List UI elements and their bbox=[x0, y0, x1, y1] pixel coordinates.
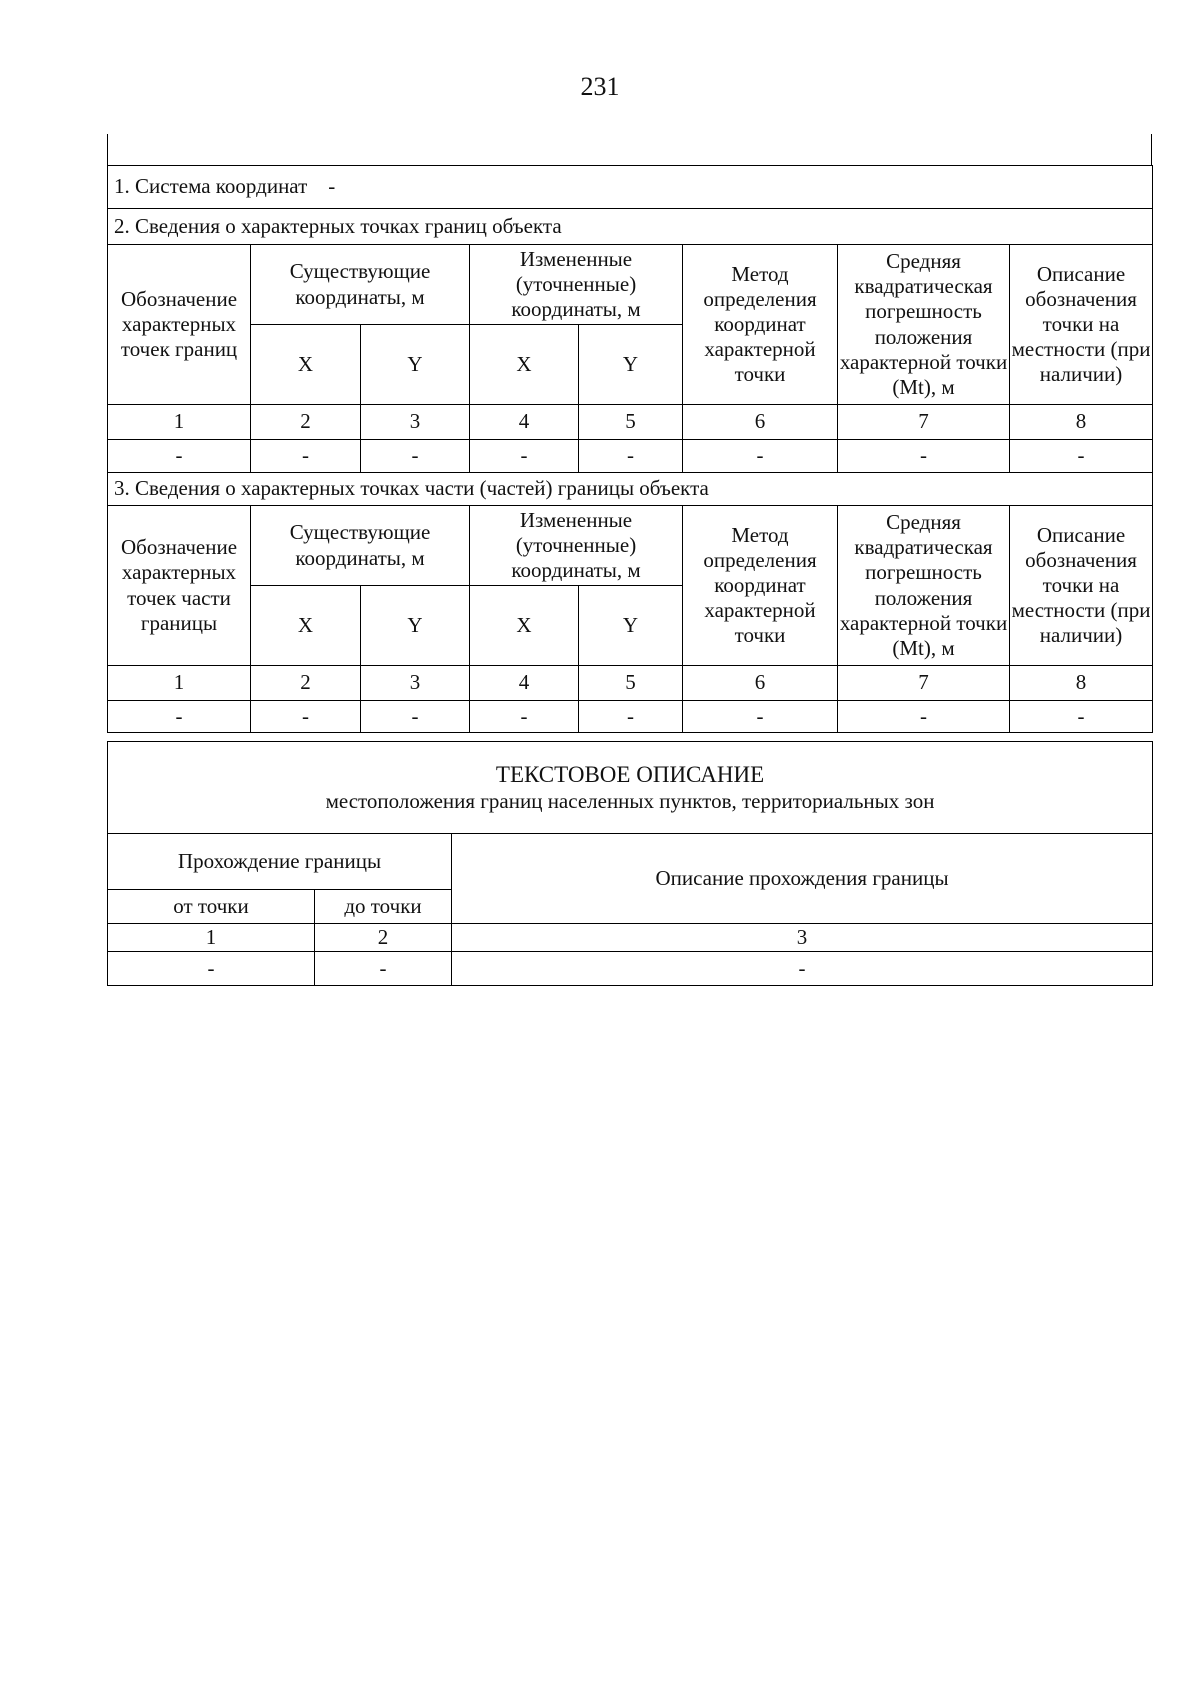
passage-from-header: от точки bbox=[108, 890, 315, 924]
table-cell: - bbox=[108, 701, 251, 733]
passage-col-number: 3 bbox=[452, 924, 1153, 952]
s3-header-changed-x: X bbox=[470, 586, 579, 666]
table-cell: - bbox=[108, 440, 251, 473]
table-cell: - bbox=[683, 440, 838, 473]
table-cell: - bbox=[838, 440, 1010, 473]
s2-col-number: 6 bbox=[683, 405, 838, 440]
s3-col-number: 4 bbox=[470, 666, 579, 701]
table-row bbox=[108, 701, 1153, 733]
table-row bbox=[108, 440, 1153, 473]
passage-to-header: до точки bbox=[315, 890, 452, 924]
s3-col-number: 7 bbox=[838, 666, 1010, 701]
s2-header-designation: Обозначение характерных точек границ bbox=[108, 245, 251, 405]
s2-col-number: 7 bbox=[838, 405, 1010, 440]
s2-col-number: 2 bbox=[251, 405, 361, 440]
table-cell: - bbox=[361, 701, 470, 733]
text-description-header bbox=[108, 742, 1153, 834]
s2-col-number: 1 bbox=[108, 405, 251, 440]
s3-col-number: 2 bbox=[251, 666, 361, 701]
s3-header-description: Описание обозначения точки на местности (при наличии) bbox=[1010, 506, 1153, 666]
s2-header-changed-y: Y bbox=[579, 325, 683, 405]
s2-header-method: Метод определения координат характерной точки bbox=[683, 245, 838, 405]
table-cell: - bbox=[361, 440, 470, 473]
table-cell: - bbox=[452, 952, 1153, 986]
s3-header-existing: Существующие координаты, м bbox=[251, 506, 470, 586]
s2-col-number: 8 bbox=[1010, 405, 1153, 440]
table-top-frame bbox=[107, 134, 1152, 165]
s2-col-number: 4 bbox=[470, 405, 579, 440]
text-description-table bbox=[107, 741, 1153, 986]
text-description-title: ТЕКСТОВОЕ ОПИСАНИЕ bbox=[495, 762, 765, 788]
coordinate-system-row bbox=[108, 166, 1153, 209]
section2-title: 2. Сведения о характерных точках границ объекта bbox=[108, 209, 1153, 245]
s3-col-number: 1 bbox=[108, 666, 251, 701]
table-cell: - bbox=[251, 701, 361, 733]
boundary-points-table bbox=[107, 165, 1153, 733]
passage-description-header: Описание прохождения границы bbox=[452, 834, 1153, 924]
text-description-subtitle: местоположения границ населенных пунктов, территориальных зон bbox=[325, 788, 935, 813]
table-cell: - bbox=[251, 440, 361, 473]
s3-col-number: 5 bbox=[579, 666, 683, 701]
s3-header-changed: Измененные (уточненные) координаты, м bbox=[470, 506, 683, 586]
table-cell: - bbox=[838, 701, 1010, 733]
table-cell: - bbox=[470, 701, 579, 733]
s2-header-existing-x: X bbox=[251, 325, 361, 405]
coordinate-system-label: 1. Система координат bbox=[114, 174, 308, 199]
s3-col-number: 6 bbox=[683, 666, 838, 701]
table-cell: - bbox=[1010, 440, 1153, 473]
s2-col-number: 3 bbox=[361, 405, 470, 440]
table-row bbox=[108, 952, 1153, 986]
s2-col-number: 5 bbox=[579, 405, 683, 440]
section3-title: 3. Сведения о характерных точках части (частей) границы объекта bbox=[108, 473, 1153, 506]
s3-header-error: Средняя квадратическая погрешность положения характерной точки (Mt), м bbox=[838, 506, 1010, 666]
passage-col-number: 2 bbox=[315, 924, 452, 952]
s3-col-number: 8 bbox=[1010, 666, 1153, 701]
table-cell: - bbox=[579, 440, 683, 473]
s3-header-method: Метод определения координат характерной точки bbox=[683, 506, 838, 666]
table-cell: - bbox=[683, 701, 838, 733]
s2-header-changed: Измененные (уточненные) координаты, м bbox=[470, 245, 683, 325]
s3-col-number: 3 bbox=[361, 666, 470, 701]
table-cell: - bbox=[315, 952, 452, 986]
s3-header-existing-y: Y bbox=[361, 586, 470, 666]
s2-header-error: Средняя квадратическая погрешность положения характерной точки (Mt), м bbox=[838, 245, 1010, 405]
coordinate-system-value: - bbox=[328, 174, 336, 199]
page-number: 231 bbox=[580, 72, 620, 101]
table-cell: - bbox=[579, 701, 683, 733]
table-cell: - bbox=[470, 440, 579, 473]
s2-header-description: Описание обозначения точки на местности (при наличии) bbox=[1010, 245, 1153, 405]
s3-header-changed-y: Y bbox=[579, 586, 683, 666]
s2-header-changed-x: X bbox=[470, 325, 579, 405]
s2-header-existing-y: Y bbox=[361, 325, 470, 405]
table-cell: - bbox=[108, 952, 315, 986]
passage-header: Прохождение границы bbox=[108, 834, 452, 890]
passage-col-number: 1 bbox=[108, 924, 315, 952]
s3-header-designation: Обозначение характерных точек части границы bbox=[108, 506, 251, 666]
s2-header-existing: Существующие координаты, м bbox=[251, 245, 470, 325]
s3-header-existing-x: X bbox=[251, 586, 361, 666]
table-cell: - bbox=[1010, 701, 1153, 733]
